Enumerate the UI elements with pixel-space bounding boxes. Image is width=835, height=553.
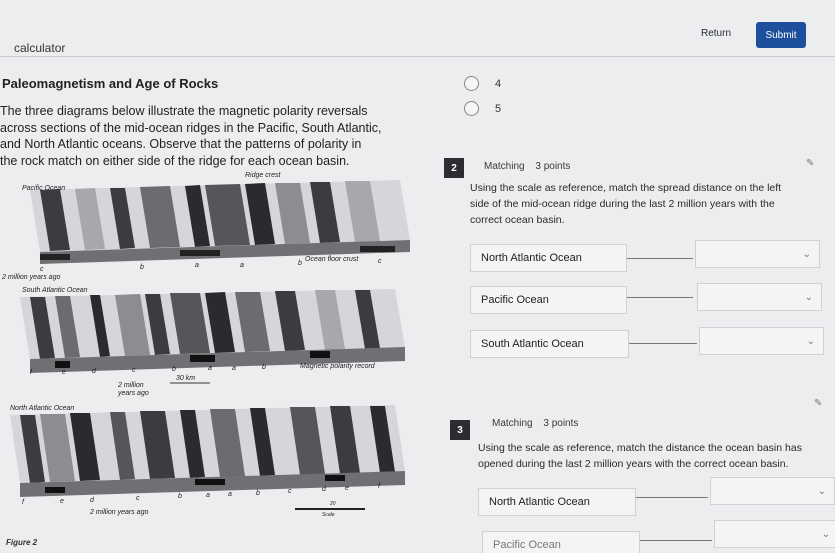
letter-label: c bbox=[136, 495, 140, 502]
letter-label: b bbox=[298, 260, 302, 267]
question-type: Matching bbox=[484, 161, 525, 172]
north-atlantic-diagram-svg bbox=[0, 403, 420, 523]
letter-label: a bbox=[232, 365, 236, 372]
question-points: 3 points bbox=[535, 161, 571, 172]
intro-line: the rock match on either side of the ridge for each ocean basin. bbox=[0, 153, 350, 168]
match-item-pacific: Pacific Ocean bbox=[482, 531, 640, 553]
letter-label: a bbox=[206, 492, 210, 499]
scale-number: 20 bbox=[330, 501, 336, 507]
letter-label: f bbox=[378, 483, 380, 490]
intro-line: and North Atlantic oceans. Observe that the patterns of polarity in bbox=[0, 137, 362, 151]
south-atlantic-diagram bbox=[0, 287, 420, 397]
north-atlantic-age-label: 2 million years ago bbox=[90, 509, 149, 516]
calculator-link[interactable]: calculator bbox=[14, 41, 66, 55]
match-connector bbox=[627, 297, 693, 298]
question-type: Matching bbox=[492, 418, 533, 429]
prompt-line: side of the mid-ocean ridge during the last 2 million years with the bbox=[470, 198, 775, 210]
prompt-line: Using the scale as reference, match the spread distance on the left bbox=[470, 182, 782, 194]
letter-label: d bbox=[90, 497, 94, 504]
match-connector bbox=[629, 343, 697, 344]
letter-label: a bbox=[228, 491, 232, 498]
chevron-down-icon: ⌄ bbox=[804, 291, 813, 303]
header-divider bbox=[0, 56, 835, 57]
match-dropdown[interactable] bbox=[697, 283, 822, 311]
radio-option-4[interactable] bbox=[464, 76, 501, 91]
letter-label: b bbox=[178, 493, 182, 500]
chevron-down-icon: ⌄ bbox=[802, 248, 811, 260]
letter-label: f bbox=[22, 499, 24, 506]
pin-icon[interactable]: ✎ bbox=[806, 158, 815, 169]
question-number-badge: 3 bbox=[450, 420, 470, 440]
match-dropdown[interactable] bbox=[710, 477, 835, 505]
intro-line: The three diagrams below illustrate the magnetic polarity reversals bbox=[0, 104, 368, 118]
letter-label: e bbox=[345, 485, 349, 492]
letter-label: c bbox=[40, 266, 44, 273]
match-item-north-atlantic: North Atlantic Ocean bbox=[478, 488, 636, 516]
ocean-floor-label: Ocean floor crust bbox=[305, 256, 359, 263]
radio-option-5[interactable] bbox=[464, 101, 501, 116]
letter-label: b bbox=[172, 366, 176, 373]
north-atlantic-diagram bbox=[0, 403, 420, 523]
chevron-down-icon: ⌄ bbox=[821, 528, 830, 540]
letter-label: b bbox=[262, 364, 266, 371]
south-atlantic-label: South Atlantic Ocean bbox=[22, 287, 88, 294]
radio-label: 4 bbox=[495, 77, 502, 90]
pacific-diagram bbox=[0, 170, 420, 281]
pacific-label: Pacific Ocean bbox=[22, 185, 66, 192]
letter-label: d bbox=[92, 368, 96, 375]
radio-circle[interactable] bbox=[464, 101, 479, 116]
match-connector bbox=[640, 540, 712, 541]
question-meta bbox=[492, 418, 586, 429]
letter-label: a bbox=[195, 262, 199, 269]
prompt-line: correct ocean basin. bbox=[470, 214, 565, 226]
question-number-badge: 2 bbox=[444, 158, 464, 178]
figure-caption: Figure 2 bbox=[6, 538, 38, 547]
prompt-line: Using the scale as reference, match the distance the ocean basin has bbox=[478, 442, 802, 454]
south-atlantic-diagram-svg bbox=[0, 287, 420, 397]
letter-label: d bbox=[322, 486, 326, 493]
intro-text bbox=[0, 103, 430, 169]
letter-label: a bbox=[208, 365, 212, 372]
scale-label: Scale bbox=[322, 512, 335, 518]
letter-label: c bbox=[132, 367, 136, 374]
south-atlantic-age-label: 2 million years ago bbox=[118, 382, 149, 397]
match-item-north-atlantic: North Atlantic Ocean bbox=[470, 244, 627, 272]
letter-label: f bbox=[30, 369, 32, 376]
radio-label: 5 bbox=[495, 102, 502, 115]
match-dropdown[interactable] bbox=[714, 520, 835, 548]
letter-label: c bbox=[288, 488, 292, 495]
prompt-line: opened during the last 2 million years with the correct ocean basin. bbox=[478, 458, 789, 470]
match-connector bbox=[636, 497, 708, 498]
letter-label: a bbox=[240, 262, 244, 269]
pin-icon[interactable]: ✎ bbox=[814, 398, 823, 409]
polarity-record-label: Magnetic polarity record bbox=[300, 363, 375, 370]
submit-button[interactable]: Submit bbox=[756, 22, 806, 48]
match-connector bbox=[627, 258, 693, 259]
intro-line: across sections of the mid-ocean ridges in the Pacific, South Atlantic, bbox=[0, 120, 382, 135]
match-item-pacific: Pacific Ocean bbox=[470, 286, 627, 314]
page-title: Paleomagnetism and Age of Rocks bbox=[2, 76, 219, 91]
pacific-age-label: 2 million years ago bbox=[2, 274, 61, 281]
north-atlantic-label: North Atlantic Ocean bbox=[10, 405, 75, 412]
match-dropdown[interactable] bbox=[699, 327, 824, 355]
letter-label: b bbox=[140, 264, 144, 271]
letter-label: c bbox=[378, 258, 382, 265]
distance-label: 30 km bbox=[176, 375, 196, 382]
question-meta bbox=[484, 161, 578, 172]
chevron-down-icon: ⌄ bbox=[806, 335, 815, 347]
ridge-crest-label: Ridge crest bbox=[245, 172, 281, 179]
letter-label: e bbox=[62, 369, 66, 376]
question-points: 3 points bbox=[543, 418, 579, 429]
question-prompt bbox=[470, 180, 830, 228]
return-button[interactable]: Return bbox=[700, 27, 731, 39]
match-dropdown[interactable] bbox=[695, 240, 820, 268]
radio-circle[interactable] bbox=[464, 76, 479, 91]
letter-label: b bbox=[256, 490, 260, 497]
match-item-south-atlantic: South Atlantic Ocean bbox=[470, 330, 629, 358]
letter-label: e bbox=[60, 498, 64, 505]
chevron-down-icon: ⌄ bbox=[817, 485, 826, 497]
question-prompt bbox=[478, 440, 835, 472]
